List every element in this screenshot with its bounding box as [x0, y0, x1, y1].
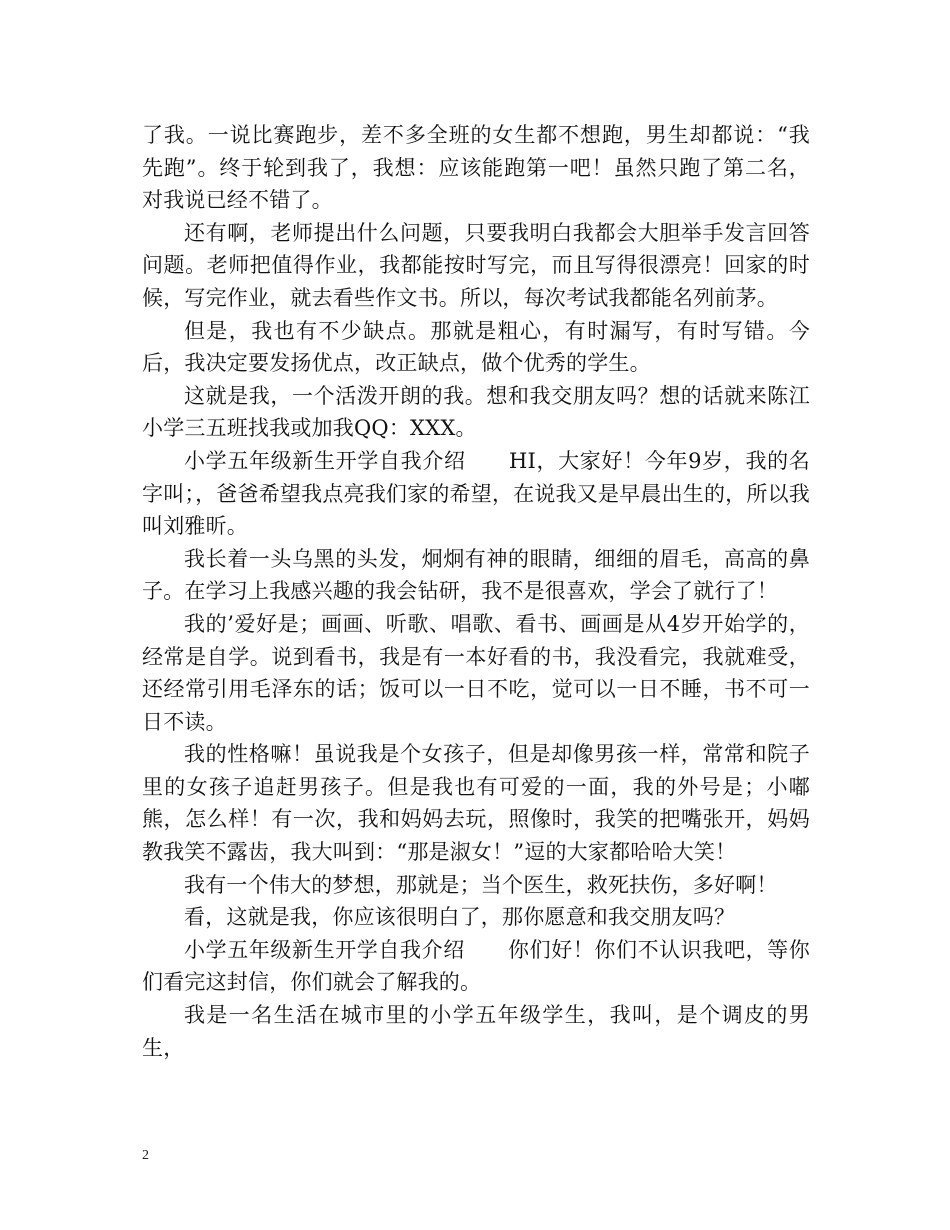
paragraph-11: 小学五年级新生开学自我介绍 你们好！你们不认识我吧，等你们看完这封信，你们就会了解我的。	[142, 937, 810, 995]
paragraph-6: 我长着一头乌黑的头发，炯炯有神的眼睛，细细的眉毛，高高的鼻子。在学习上我感兴趣的我会钻研，我不是很喜欢，学会了就行了！	[142, 546, 810, 604]
document-page	[142, 119, 810, 1064]
paragraph-10: 看，这就是我，你应该很明白了，那你愿意和我交朋友吗？	[184, 905, 736, 930]
paragraph-12: 我是一名生活在城市里的小学五年级学生，我叫，是个调皮的男生，	[142, 1003, 810, 1060]
paragraph-3: 但是，我也有不少缺点。那就是粗心，有时漏写，有时写错。今后，我决定要发扬优点，改正缺点，做个优秀的学生。	[142, 318, 810, 376]
paragraph-5: 小学五年级新生开学自我介绍 HI，大家好！今年9岁，我的名字叫；，爸爸希望我点亮我们家的希望，在说我又是早晨出生的，所以我叫刘雅昕。	[142, 448, 810, 539]
paragraph-4: 这就是我，一个活泼开朗的我。想和我交朋友吗？想的话就来陈江小学三五班找我或加我QQ：XXX。	[142, 383, 810, 441]
paragraph-8: 我的性格嘛！虽说我是个女孩子，但是却像男孩一样，常常和院子里的女孩子追赶男孩子。但是我也有可爱的一面，我的外号是；小嘟熊，怎么样！有一次，我和妈妈去玩，照像时，我笑的把嘴张开，妈妈教我笑不露齿，我大叫到：“那是淑女！”逗的大家都哈哈大笑！	[142, 742, 810, 865]
paragraph-7: 我的’爱好是；画画、听歌、唱歌、看书、画画是从4岁开始学的，经常是自学。说到看书，我是有一本好看的书，我没看完，我就难受，还经常引用毛泽东的话；饭可以一日不吃，觉可以一日不睡，书不可一日不读。	[142, 611, 810, 734]
paragraph-2: 还有啊，老师提出什么问题，只要我明白我都会大胆举手发言回答问题。老师把值得作业，我都能按时写完，而且写得很漂亮！回家的时候，写完作业，就去看些作文书。所以，每次考试我都能名列前茅。	[142, 220, 810, 310]
paragraph-1: 了我。一说比赛跑步，差不多全班的女生都不想跑，男生却都说：“我先跑”。终于轮到我了，我想：应该能跑第一吧！虽然只跑了第二名，对我说已经不错了。	[142, 123, 810, 213]
page-number: 2	[142, 1148, 149, 1163]
paragraph-9: 我有一个伟大的梦想，那就是；当个医生，救死扶伤，多好啊！	[184, 872, 778, 897]
